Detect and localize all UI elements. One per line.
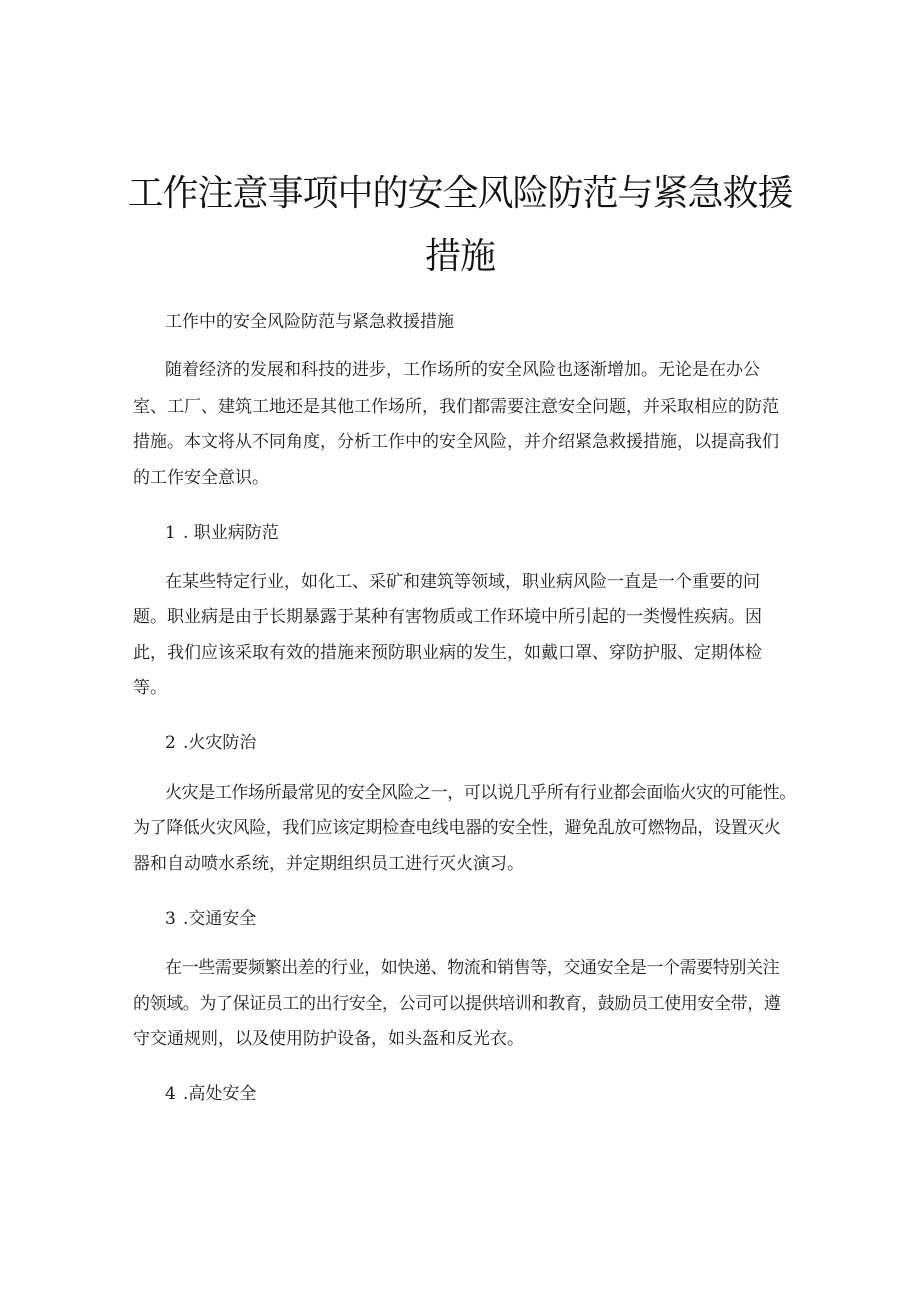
section-number: 2 [165, 733, 176, 753]
section-title: .交通安全 [183, 909, 257, 929]
section-line: 火灾是工作场所最常见的安全风险之一，可以说几乎所有行业都会面临火灾的可能性。 [165, 783, 796, 803]
section-heading [165, 908, 256, 930]
document-title-line-2: 措施 [424, 236, 495, 277]
section-number: 4 [165, 1084, 176, 1104]
section-number: 1 [165, 523, 176, 543]
section-title: . 职业病防范 [183, 523, 279, 543]
intro-line: 的工作安全意识。 [133, 468, 269, 488]
section-line: 在一些需要频繁出差的行业，如快递、物流和销售等，交通安全是一个需要特别关注 [165, 958, 780, 978]
section-line: 在某些特定行业，如化工、采矿和建筑等领域，职业病风险一直是一个重要的问 [165, 572, 760, 592]
section-number: 3 [165, 909, 176, 929]
intro-line: 随着经济的发展和科技的进步，工作场所的安全风险也逐渐增加。无论是在办公 [165, 360, 760, 380]
document-subtitle: 工作中的安全风险防范与紧急救援措施 [165, 312, 454, 332]
section-line: 为了降低火灾风险，我们应该定期检查电线电器的安全性，避免乱放可燃物品，设置灭火 [133, 818, 781, 838]
section-line: 的领域。为了保证员工的出行安全，公司可以提供培训和教育，鼓励员工使用安全带，遵 [133, 994, 781, 1014]
section-heading [165, 732, 256, 754]
section-line: 题。职业病是由于长期暴露于某种有害物质或工作环境中所引起的一类慢性疾病。因 [133, 607, 762, 627]
section-heading [165, 522, 279, 544]
section-title: .高处安全 [183, 1084, 257, 1104]
intro-line: 措施。本文将从不同角度，分析工作中的安全风险，并介绍紧急救援措施，以提高我们 [133, 432, 779, 452]
document-title-line-1: 工作注意事项中的安全风险防范与紧急救援 [127, 173, 793, 214]
section-line: 守交通规则，以及使用防护设备，如头盔和反光衣。 [133, 1029, 524, 1049]
section-line: 此，我们应该采取有效的措施来预防职业病的发生，如戴口罩、穿防护服、定期体检 [133, 643, 762, 663]
section-line: 器和自动喷水系统，并定期组织员工进行灭火演习。 [133, 854, 524, 874]
intro-line: 室、工厂、建筑工地还是其他工作场所，我们都需要注意安全问题，并采取相应的防范 [133, 397, 779, 417]
section-line: 等。 [133, 678, 167, 698]
section-heading [165, 1083, 256, 1105]
section-title: .火灾防治 [183, 733, 257, 753]
